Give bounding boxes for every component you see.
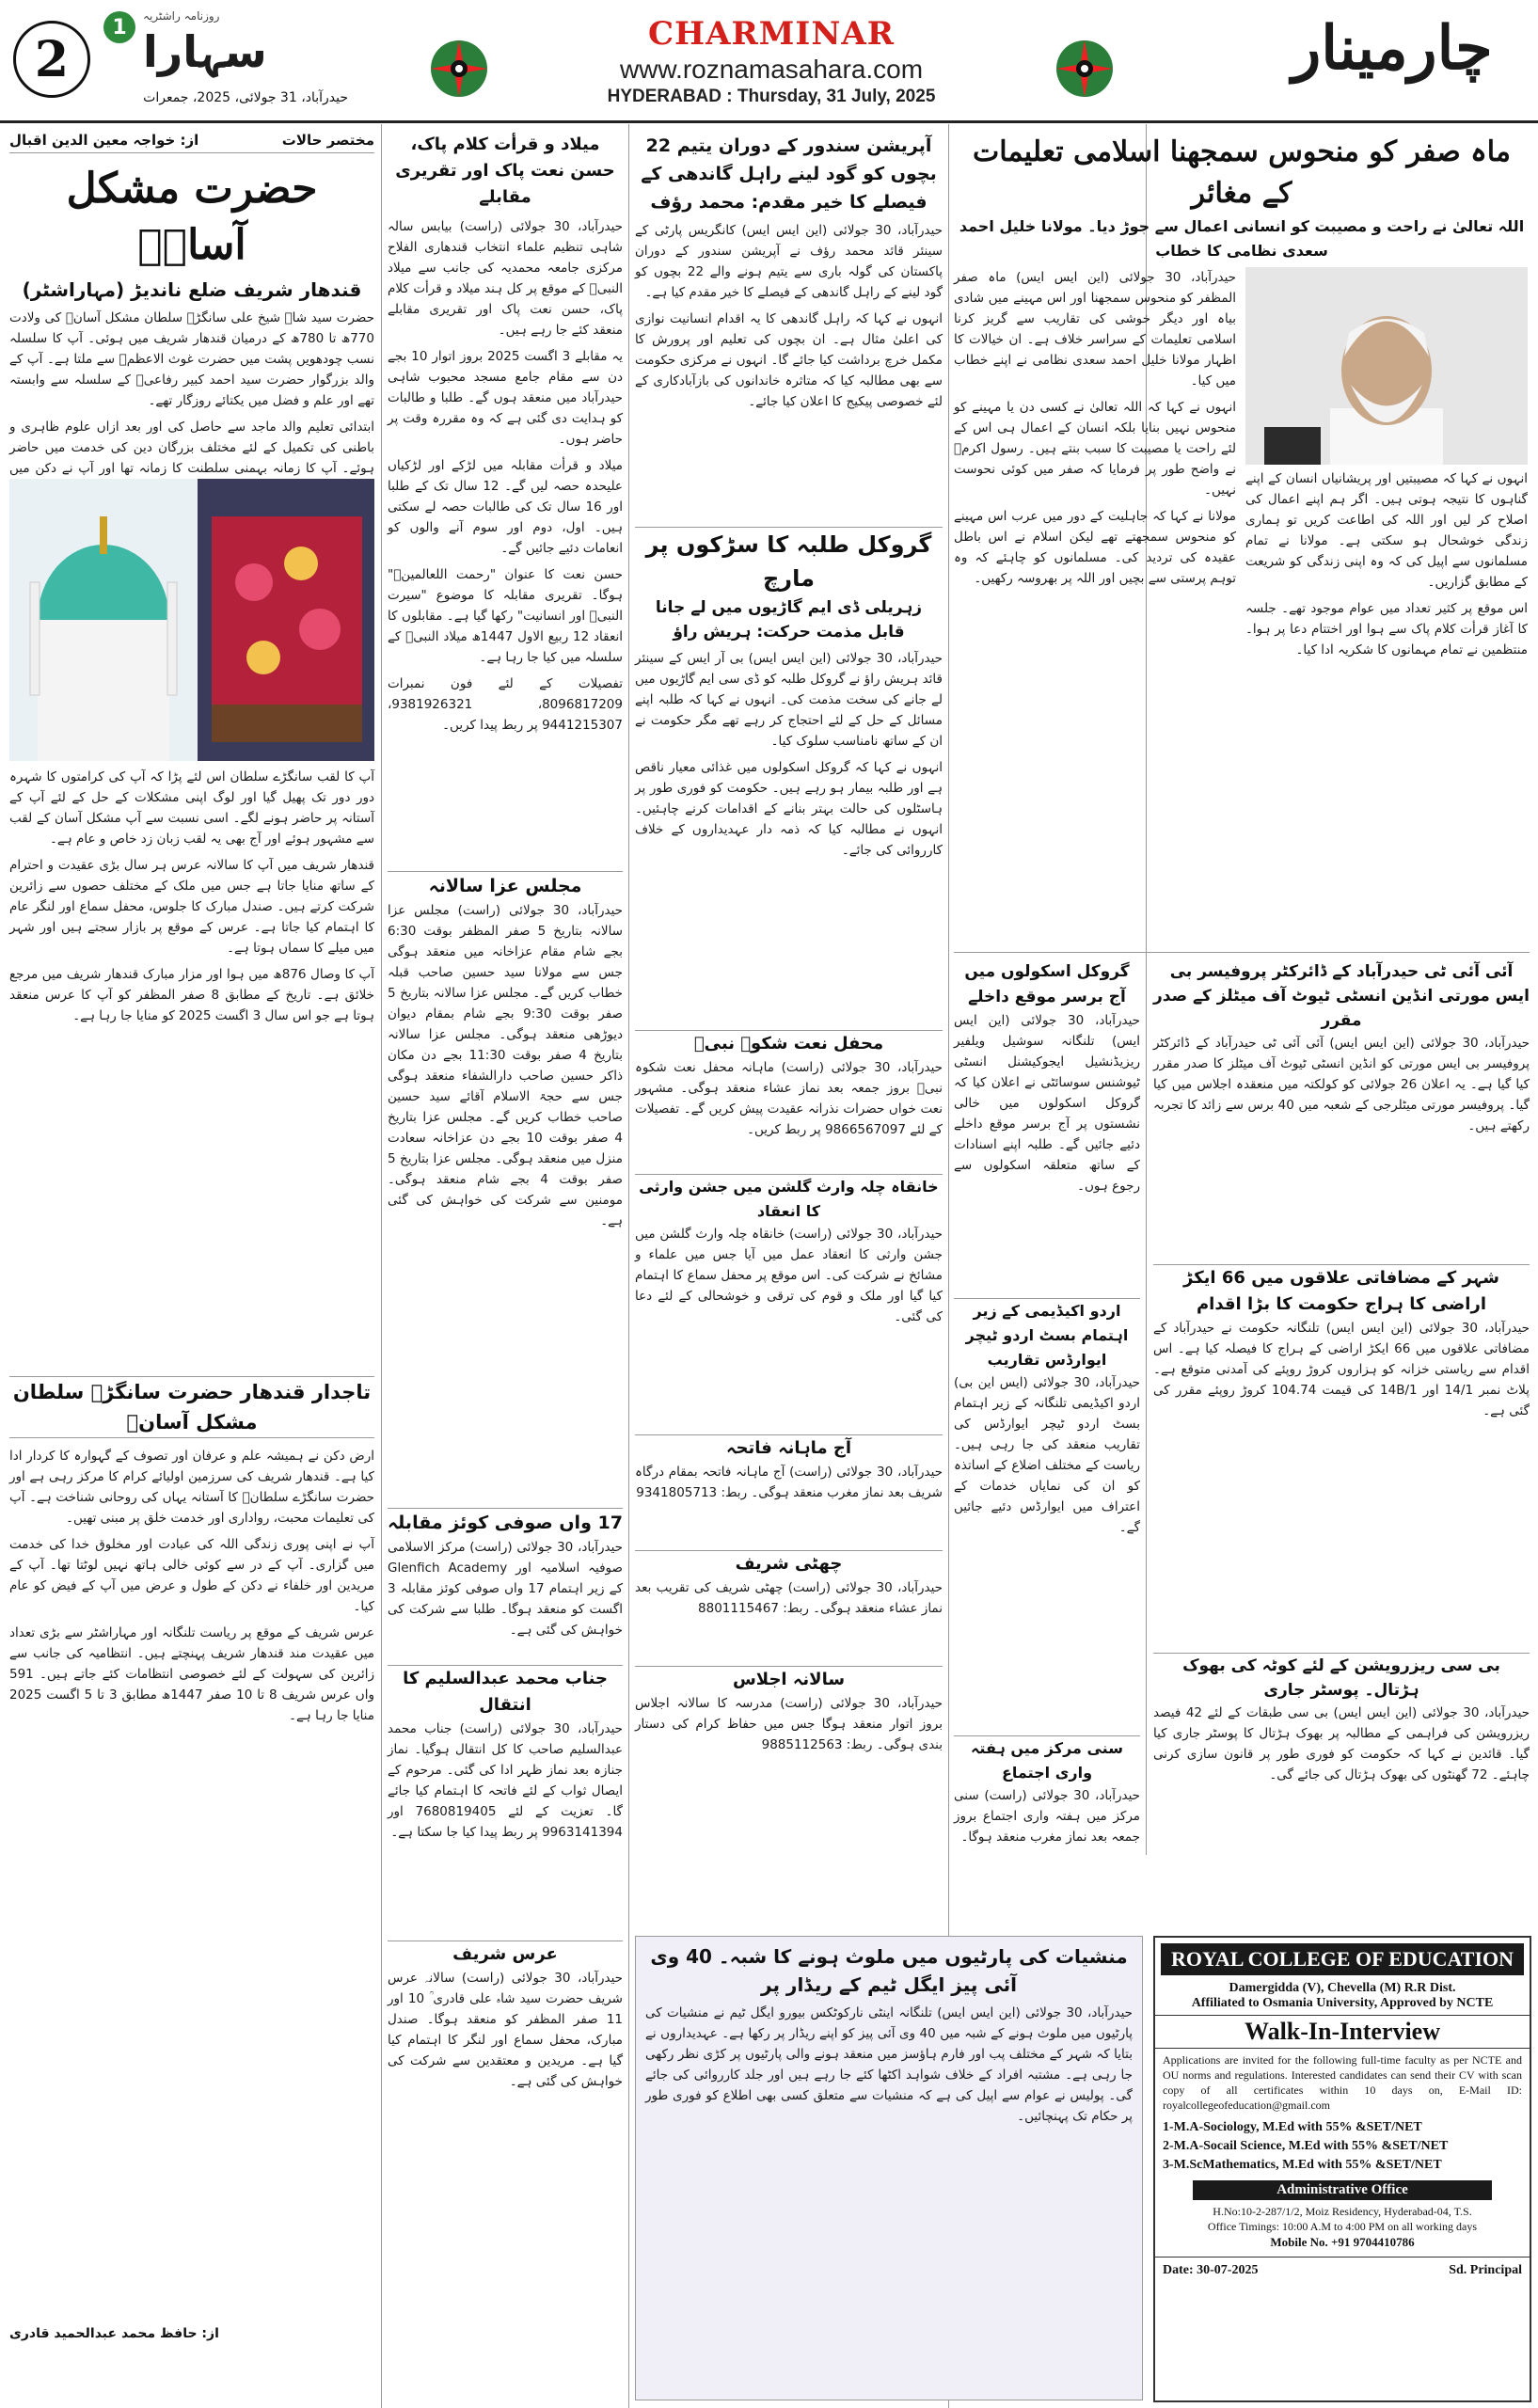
obituary-text: حیدرآباد، 30 جولائی (راست) جناب محمد عبدالسلیم صاحب کا کل انتقال ہوگیا۔ نماز جنازہ بعد نماز ظہر ادا کی گئی۔ مرحوم کے ایصال ثواب کے لئے فاتحہ کا اہتمام کیا جائے گا۔ تعزیت کے لئے 7680819405 اور 9963141394 پر ربط پیدا کیا جا سکتا ہے۔ xyxy=(388,1721,623,1840)
speaker-photo xyxy=(1245,267,1528,465)
column-4 xyxy=(954,959,1140,1919)
paragraph: عرس شریف کے موقع پر ریاست تلنگانہ اور مہاراشٹر سے بڑی تعداد میں عقیدت مند قندھار شریف پہنچتے ہیں۔ انتظامیہ کی جانب سے زائرین کی سہولت کے لئے خصوصی انتظامات کئے جاتے ہیں۔ 591 واں عرس شریف 8 تا 10 صفر 1447ھ مطابق 3 تا 5 اگست 2025 منایا جا رہا ہے۔ xyxy=(9,1625,374,1723)
land-auction-text: حیدرآباد، 30 جولائی (این ایس ایس) تلنگانہ حکومت نے حیدرآباد کے مضافاتی علاقوں میں 66 ایکڑ اراضی کے ہراج کا فیصلہ کیا ہے۔ اس اقدام سے ریاستی خزانہ کو ہزاروں کروڑ روپئے کی آمدنی متوقع ہے۔ پلاٹ نمبر 14/1 اور 14B/1 کی قیمت 104.74 کروڑ روپئے مقرر کی گئی ہے۔ xyxy=(1153,1321,1530,1418)
paper-title: CHARMINAR xyxy=(647,15,896,53)
lead-text-col-2-text xyxy=(1245,468,1528,976)
dateline: HYDERABAD : Thursday, 31 July, 2025 xyxy=(607,87,936,106)
lead-headline: ماہ صفر کو منحوس سمجھنا اسلامی تعلیمات کے مغائر xyxy=(973,135,1511,210)
logo-label: روزنامہ راشٹریہ xyxy=(143,9,220,23)
fateha-heading: آج ماہانہ فاتحہ xyxy=(635,1434,943,1462)
paragraph: انہوں نے کہا کہ مصیبتیں اور پریشانیاں انسان کے اپنے گناہوں کا نتیجہ ہوتی ہیں۔ اگر ہم اپنے اعمال کی اصلاح کر لیں اور اللہ کی اطاعت کریں تو ہماری زندگی خوشحال ہو سکتی ہے۔ مولانا نے تمام مسلمانوں سے اپیل کی کہ وہ اپنی زندگی کو شریعت کے مطابق گزاریں۔ xyxy=(1245,471,1528,590)
urdu-academy-text: حیدرآباد، 30 جولائی (ایس این بی) اردو اکیڈیمی تلنگانہ کے زیر اہتمام بسٹ اردو ٹیچر ایوارڈس کی تقاریب منعقد کی جا رہی ہیں۔ ریاست کے مختلف اضلاع کے اساتذہ کو ان کی نمایاں خدمات کے اعتراف میں ایوارڈس دئیے جائیں گے۔ xyxy=(954,1375,1140,1535)
chhati-text: حیدرآباد، 30 جولائی (راست) چھٹی شریف کی تقریب بعد نماز عشاء منعقد ہوگی۔ ربط: 8801115467 xyxy=(635,1580,943,1616)
naat-text: حیدرآباد، 30 جولائی (راست) ماہانہ محفل نعت شکوہ نبیؐ بروز جمعہ بعد نماز عشاء منعقد ہوگی۔ مشہور نعت خواں حضرات نذرانہ عقیدت پیش کریں گے۔ تفصیلات کے لئے 9866567097 پر ربط کریں۔ xyxy=(635,1060,943,1137)
ad-position-item: 2-M.A-Socail Science, M.Ed with 55% &SET/NET xyxy=(1163,2139,1449,2153)
jalsa-heading: سالانہ اجلاس xyxy=(635,1666,943,1693)
land-auction-heading: شہر کے مضافاتی علاقوں میں 66 ایکڑ اراضی کا ہراج حکومت کا بڑا اقدام xyxy=(1153,1264,1530,1318)
sahara-logo xyxy=(103,9,339,90)
article-text-cont xyxy=(9,767,374,1369)
ad-mobile: Mobile No. +91 9704410786 xyxy=(1270,2235,1415,2249)
ad-address: H.No:10-2-287/1/2, Moiz Residency, Hyderabad-04, T.S. xyxy=(1213,2205,1472,2218)
sufi-heading: 17 واں صوفی کوئز مقابلہ xyxy=(388,1508,623,1537)
sufi-text: حیدرآباد، 30 جولائی (راست) مرکز الاسلامی صوفیہ اسلامیہ اور Glenfich Academy کے زیر اہتمام 17 واں صوفی کوئز مقابلہ 3 اگست کو منعقد ہوگا۔ طلبا سے شرکت کی خواہش کی گئی ہے۔ xyxy=(388,1540,624,1638)
masthead xyxy=(0,0,1538,123)
majlis-text: حیدرآباد، 30 جولائی (راست) مجلس عزا سالانہ بتاریخ 5 صفر المظفر بوقت 6:30 بجے شام مقام عزاخانہ میں منعقد ہوگی جس سے مولانا سید حسین صاحب قبلہ خطاب کریں گے۔ مجلس عزا سالانہ بتاریخ 5 صفر بوقت 9:30 بجے شام بمقام دیوان دیوڑھی منعقد ہوگی۔ مجلس عزا سالانہ بتاریخ 4 صفر بوقت 11:30 بجے دن مکان ذاکر حسین صاحب دارالشفاء منعقد ہوگی جس سے حجۃ الاسلام آقائے سید حسین صاحب خطاب کریں گے۔ مجلس عزا بتاریخ 4 صفر بوقت 10 بجے دن عزاخانہ سعادت منزل میں منعقد ہوگی۔ مجلس عزا بتاریخ 5 صفر بوقت 4 بجے شام منعقد ہوگی۔ مومنین سے شرکت کی خواہش کی گئی ہے۔ xyxy=(388,903,624,1228)
paragraph: آپ نے اپنی پوری زندگی اللہ کی عبادت اور مخلوق خدا کی خدمت میں گزاری۔ آپ کے در سے کوئی خالی ہاتھ نہیں لوٹتا تھا۔ آپ کے مریدین اور خلفاء نے دکن کے طول و عرض میں آپ کے فیض کو عام کیا۔ xyxy=(9,1537,374,1614)
dargah-dome-image xyxy=(9,479,374,761)
ad-walkin: Walk-In-Interview xyxy=(1155,2015,1530,2049)
lead-text-col-2 xyxy=(1245,267,1528,982)
paragraph: انہوں نے کہا کہ راہل گاندھی کا یہ اقدام انسانیت نوازی کی اعلیٰ مثال ہے۔ ان بچوں کی تعلیم اور پرورش کا مکمل خرچ برداشت کیا جائے گا۔ انہوں نے مرکزی حکومت سے بھی مطالبہ کیا کہ متاثرہ خاندانوں کی بازآبادکاری کے لئے خصوصی پیکیج کا اعلان کیا جائے۔ xyxy=(635,311,943,409)
lead-story xyxy=(954,132,1530,950)
paragraph: میلاد و قرأت مقابلہ میں لڑکے اور لڑکیاں علیحدہ حصہ لیں گے۔ 12 سال تک کے طلبا اور 16 سال تک کی طالبات حصہ لے سکتی ہیں۔ اول، دوم اور سوم آنے والوں کو انعامات دئیے جائیں گے۔ xyxy=(388,458,623,556)
column-1 xyxy=(9,132,374,2408)
lead-subheadline: اللہ تعالیٰ نے راحت و مصیبت کو انسانی اعمال سے جوڑ دیا۔ مولانا خلیل احمد سعدی نظامی کا خطاب xyxy=(959,217,1525,260)
college-ad xyxy=(1153,1936,1531,2402)
naat-heading: محفل نعت شکوہ نبیؐ xyxy=(635,1030,943,1057)
obituary-heading: جناب محمد عبدالسلیم کا انتقال xyxy=(388,1665,623,1719)
charminar-logo: چارمینار xyxy=(1292,13,1493,84)
section-bar xyxy=(9,132,374,153)
right-news-column xyxy=(1153,959,1530,1928)
paragraph: انہوں نے کہا کہ اللہ تعالیٰ نے کسی دن یا مہینے کو منحوس نہیں بنایا بلکہ انسان کے اعمال ہی اس کے لئے راحت یا مصیبت کا سبب بنتے ہیں۔ رسول اکرمؐ نے واضح طور پر فرمایا کہ صفر میں کوئی نحوست نہیں۔ xyxy=(954,400,1236,498)
bc-reservation-heading: بی سی ریزرویشن کے لئے کوٹہ کی بھوک ہڑتال۔ پوسٹر جاری xyxy=(1153,1653,1530,1703)
column-3 xyxy=(635,132,943,1919)
paragraph: حیدرآباد، 30 جولائی (این ایس ایس) ماہ صفر المظفر کو منحوس سمجھنا اور اس مہینے میں شادی بیاہ اور دیگر خوشی کی تقاریب سے گریز کرنا اسلامی تعلیمات کے سراسر خلاف ہے۔ ان خیالات کا اظہار مولانا خلیل احمد سعدی نظامی نے اپنے خطاب میں کیا۔ xyxy=(954,270,1236,388)
article-heading: آپریشن سندور کے دوران یتیم 22 بچوں کو گود لینے راہل گاندھی کے فیصلے کا خیر مقدم: محمد رؤف xyxy=(641,135,937,213)
gurukul-text: حیدرآباد، 30 جولائی (این ایس ایس) تلنگانہ سوشیل ویلفیر ریزیڈنشیل ایجوکیشنل انسٹی ٹیوشنس سوسائٹی نے اعلان کیا کہ گروکل اسکولوں میں خالی نشستوں پر آج برسر موقع داخلے دئیے جائیں گے۔ طلبہ اپنے اسنادات کے ساتھ متعلقہ اسکولوں سے رجوع ہوں۔ xyxy=(954,1013,1140,1194)
paragraph: حیدرآباد، 30 جولائی (این ایس ایس) کانگریس پارٹی کے سینئر قائد محمد رؤف نے آپریشن سندور کے دوران پاکستان کی گولہ باری سے یتیم ہونے والے 22 بچوں کو گود لینے کے راہل گاندھی کے فیصلے کا خیر مقدم کیا ہے۔ xyxy=(635,223,943,300)
author-line: از: خواجہ معین الدین اقبال xyxy=(9,132,199,149)
column-rule xyxy=(381,124,382,2408)
paragraph: انہوں نے کہا کہ گروکل اسکولوں میں غذائی معیار ناقص ہے اور طلبہ بیمار ہو رہے ہیں۔ حکومت کو فوری طور پر ہاسٹلوں کی حالت بہتر بنانے کے اقدامات کرنے چاہئیں۔ انہوں نے مطالبہ کیا کہ ذمہ دار عہدیداروں کے خلاف کارروائی کی جائے۔ xyxy=(635,760,943,858)
paragraph: حیدرآباد، 30 جولائی (این ایس ایس) بی آر ایس کے سینئر قائد ہریش راؤ نے گروکل طلبہ کو ڈی سی ایم گاڑیوں میں لے جانے کی سخت مذمت کی۔ انہوں نے کہا کہ طلبہ اپنے مسائل کے حل کے لئے احتجاج کر رہے تھے مگر حکومت نے ان کے ساتھ نامناسب سلوک کیا۔ xyxy=(635,651,943,749)
sunni-markaz-heading: سنی مرکز میں ہفتہ واری اجتماع xyxy=(954,1735,1140,1785)
article-text-2 xyxy=(635,648,943,1024)
narcotics-heading: منشیات کی پارٹیوں میں ملوث ہونے کا شبہ۔ 40 وی آئی پیز ایگل ٹیم کے ریڈار پر xyxy=(650,1945,1128,1996)
ad-office-label: Administrative Office xyxy=(1193,2180,1492,2200)
logo-badge-icon: 1 xyxy=(103,11,135,43)
logo-text: سہارا xyxy=(143,26,267,77)
article-title: حضرت مشکل آسانؒ xyxy=(66,165,318,269)
ornament-right-icon xyxy=(1054,38,1116,100)
paragraph: مولانا نے کہا کہ جاہلیت کے دور میں عرب اس مہینے کو منحوس سمجھتے تھے لیکن اسلام نے اس باطل عقیدہ کی تردید کی۔ مسلمانوں کو چاہئے کہ وہ توہم پرستی سے بچیں اور اللہ پر بھروسہ رکھیں۔ xyxy=(954,509,1236,586)
article-heading-2: گروکل طلبہ کا سڑکوں پر مارچ xyxy=(635,527,943,595)
article-text-2 xyxy=(9,1446,374,2321)
paragraph: حسن نعت کا عنوان "رحمت اللعالمینؐ" ہوگا۔ تقریری مقابلہ کا موضوع "سیرت النبیؐ اور انسانیت" رکھا گیا ہے۔ مقابلوں کا انعقاد 12 ربیع الاول 1447ھ میلاد النبیؐ کے سلسلہ میں کیا جا رہا ہے۔ xyxy=(388,567,623,665)
article-text xyxy=(9,308,374,476)
lead-text-col xyxy=(954,267,1236,982)
section-divider xyxy=(954,952,1530,953)
urdu-date: حیدرآباد، 31 جولائی، 2025، جمعرات xyxy=(143,90,348,105)
article-subtitle: قندھار شریف ضلع ناندیڑ (مہاراشٹر) xyxy=(22,278,362,301)
lead-body xyxy=(954,267,1530,982)
iit-heading: آئی آئی ٹی حیدرآباد کے ڈائرکٹر پروفیسر بی ایس مورتی انڈین انسٹی ٹیوٹ آف میٹلز کے صدر مقرر xyxy=(1153,962,1530,1030)
narcotics-text: حیدرآباد، 30 جولائی (این ایس ایس) تلنگانہ اینٹی نارکوٹکس بیورو ایگل ٹیم نے منشیات کی پارٹیوں میں ملوث ہونے کے شبہ میں 40 وی آئی پیز کو اپنے ریڈار پر رکھا ہے۔ عہدیداروں نے بتایا کہ شہر کے مختلف پب اور فارم ہاؤسز میں منعقد ہونے والی پارٹیوں پر کڑی نظر رکھی جا رہی ہے۔ مشتبہ افراد کے خلاف شواہد اکٹھا کئے جا رہے ہیں اور جلد کارروائی کی جائے گی۔ پولیس نے عوام سے اپیل کی ہے کہ منشیات سے متعلق کسی بھی اطلاع کو فوری طور پر حکام تک پہنچائیں۔ xyxy=(645,2005,1133,2124)
urs-text: حیدرآباد، 30 جولائی (راست) سالانہ عرس شریف حضرت سید شاہ علی قادری ؒ 10 اور 11 صفر المظفر کو منعقد ہوگا۔ صندل مبارک، محفل سماع اور لنگر کا اہتمام کیا گیا ہے۔ مریدین و معتقدین سے شرکت کی خواہش کی گئی ہے۔ xyxy=(388,1971,623,2089)
iit-text: حیدرآباد، 30 جولائی (این ایس ایس) آئی آئی ٹی حیدرآباد کے ڈائرکٹر پروفیسر بی ایس مورتی کو انڈین انسٹی ٹیوٹ آف میٹلز کا صدر مقرر کیا گیا ہے۔ یہ اعلان 26 جولائی کو کولکتہ میں منعقدہ اجلاس میں کیا گیا۔ پروفیسر مورتی میٹلرجی کے شعبہ میں 40 برس سے زائد کا تجربہ رکھتے ہیں۔ xyxy=(1153,1036,1530,1133)
majlis-heading: مجلس عزا سالانہ xyxy=(388,871,623,900)
jalsa-text: حیدرآباد، 30 جولائی (راست) مدرسہ کا سالانہ اجلاس بروز اتوار منعقد ہوگا جس میں حفاظ کرام کی دستار بندی ہوگی۔ ربط: 9885112563 xyxy=(635,1696,943,1752)
ad-footer xyxy=(1155,2257,1530,2278)
ad-timings: Office Timings: 10:00 A.M to 4:00 PM on all working days xyxy=(1207,2220,1478,2233)
article-text xyxy=(635,220,943,521)
paragraph: ارض دکن نے ہمیشہ علم و عرفان اور تصوف کے گہوارہ کا کردار ادا کیا ہے۔ قندھار شریف کی سرزمین اولیائے کرام کا مرکز رہی ہے اور حضرت سانگڑے سلطانؒ کا آستانہ یہاں کی روحانی شناخت ہے۔ آپ کی تعلیمات محبت، رواداری اور خدمت خلق پر مبنی تھیں۔ xyxy=(9,1449,374,1526)
khanqah-heading: خانقاہ چلہ وارث گلشن میں جشن وارثی کا انعقاد xyxy=(635,1174,943,1224)
paragraph: یہ مقابلے 3 اگست 2025 بروز اتوار 10 بجے دن سے مقام جامع مسجد محبوب شاہی حیدرآباد میں منعقد ہوں گے۔ طلبا و طالبات کو ہدایت دی گئی ہے کہ وہ مقررہ وقت پر حاضر ہوں۔ xyxy=(388,349,623,447)
article-heading: میلاد و قرأت کلام پاک، حسن نعت پاک اور تقریری مقابلے xyxy=(395,135,615,207)
author-signature: از: حافظ محمد عبدالحمید قادری xyxy=(9,2326,219,2341)
section-label: مختصر حالات xyxy=(281,132,374,149)
paragraph: تفصیلات کے لئے فون نمبرات 8096817209، 9381926321، 9441215307 پر ربط پیدا کریں۔ xyxy=(388,676,623,733)
ad-affiliation: Affiliated to Osmania University, Approved by NCTE xyxy=(1191,1996,1494,2010)
ad-signatory: Sd. Principal xyxy=(1449,2263,1522,2277)
sunni-markaz-text: حیدرآباد، 30 جولائی (راست) سنی مرکز میں ہفتہ واری اجتماع بروز جمعہ بعد نماز مغرب منعقد ہوگا۔ xyxy=(954,1788,1140,1845)
khanqah-text: حیدرآباد، 30 جولائی (راست) خانقاہ چلہ وارث گلشن میں جشن وارثی کا انعقاد عمل میں آیا جس میں علماء و مشائخ نے شرکت کی۔ اس موقع پر محفل سماع کا اہتمام کیا گیا اور ملک و قوم کی ترقی و خوشحالی کے لئے دعا کی گئی۔ xyxy=(635,1227,943,1324)
column-rule xyxy=(628,124,629,2408)
gurukul-heading: گروکل اسکولوں میں آج برسر موقع داخلے xyxy=(964,962,1130,1006)
section-heading: تاجدار قندھار حضرت سانگڑے سلطان مشکل آسانؒ xyxy=(9,1376,374,1438)
ad-position-item: 3-M.ScMathematics, M.Ed with 55% &SET/NET xyxy=(1163,2158,1442,2172)
urs-heading: عرس شریف xyxy=(388,1941,623,1968)
ad-positions xyxy=(1155,2116,1530,2177)
paragraph: آپ کا وصال 876ھ میں ہوا اور مزار مبارک قندھار شریف میں مرجع خلائق ہے۔ تاریخ کے مطابق 8 صفر المظفر کو آپ کا عرس منعقد ہوتا ہے جو اس سال 3 اگست 2025 کو منایا جا رہا ہے۔ xyxy=(9,967,374,1023)
bc-reservation-text: حیدرآباد، 30 جولائی (این ایس ایس) بی سی طبقات کے لئے 42 فیصد ریزرویشن کی فراہمی کے مطالبہ پر بھوک ہڑتال کا پوسٹر جاری کیا گیا۔ قائدین نے کہا کہ حکومت کو فوری طور پر قانون سازی کرنی چاہئے۔ 72 گھنٹوں کی بھوک ہڑتال کی جائے گی۔ xyxy=(1153,1705,1530,1782)
page-number: 2 xyxy=(13,21,90,98)
ad-description: Applications are invited for the following full-time faculty as per NCTE and OU norms and regulations. Interested candidates can send their CV with scan copy of all certificates within 10 days on, E-Mail ID: royalcollegeofeducation@gmail.com xyxy=(1163,2053,1522,2112)
ad-date: Date: 30-07-2025 xyxy=(1163,2263,1259,2277)
urdu-academy-heading: اردو اکیڈیمی کے زیر اہتمام بسٹ اردو ٹیچر ایوارڈس تقاریب xyxy=(954,1298,1140,1372)
shrine-photo xyxy=(9,479,374,761)
website-link[interactable]: www.roznamasahara.com xyxy=(619,55,924,84)
article-subheading: زہریلی ڈی ایم گاڑیوں میں لے جانا قابل مذمت حرکت: ہریش راؤ xyxy=(655,598,923,642)
article-text xyxy=(388,216,623,865)
paragraph: حضرت سید شاہ شیخ علی سانگڑے سلطان مشکل آسانؒ کی ولادت 770ھ تا 780ھ کے درمیان قندھار شریف میں ہوئی۔ آپ کا سلسلہ نسب چودھویں پشت میں حضرت غوث الاعظمؒ سے ملتا ہے۔ آپ کے والد بزرگوار حضرت سید احمد کبیر رفاعیؒ کے سلسلہ سے وابستہ تھے اور علم و فضل میں یکتائے روزگار تھے۔ xyxy=(9,310,374,408)
paragraph: اس موقع پر کثیر تعداد میں عوام موجود تھے۔ جلسہ کا آغاز قرأت کلام پاک سے ہوا اور اختتام دعا پر ہوا۔ منتظمین نے تمام مہمانوں کا شکریہ ادا کیا۔ xyxy=(1245,601,1528,657)
masthead-center xyxy=(527,15,1016,107)
ad-title: ROYAL COLLEGE OF EDUCATION xyxy=(1161,1943,1524,1975)
paragraph: حیدرآباد، 30 جولائی (راست) بیابس سالہ شاہی تنظیم علماء انتخاب قندھاری الفلاح مرکزی جامعہ محمدیہ کی جانب سے میلاد النبیؐ کے موقع پر کل ہند میلاد و قرأت کلام پاک، حسن نعت پاک اور تقریری مقابلے منعقد کئے جا رہے ہیں۔ xyxy=(388,219,623,338)
fateha-text: حیدرآباد، 30 جولائی (راست) آج ماہانہ فاتحہ بمقام درگاہ شریف بعد نماز مغرب منعقد ہوگی۔ ربط: 9341805713 xyxy=(635,1465,943,1500)
paragraph: ابتدائی تعلیم والد ماجد سے حاصل کی اور بعد ازاں علوم ظاہری و باطنی کی تکمیل کے لئے مختلف بزرگان دین کی خدمت میں حاضر ہوئے۔ آپ کا زمانہ بہمنی سلطنت کا زمانہ تھا اور آپ نے دکن میں xyxy=(9,420,374,476)
ad-location: Damergidda (V), Chevella (M) R.R Dist. xyxy=(1229,1981,1456,1995)
paragraph: آپ کا لقب سانگڑے سلطان اس لئے پڑا کہ آپ کی کرامتوں کا شہرہ دور دور تک پھیل گیا اور لوگ اپنی مشکلات کے حل کے لئے آپ کے آستانہ پر حاضر ہونے لگے۔ اسی نسبت سے آپ مشکل آسان کے لقب سے مشہور ہوئے اور آج بھی یہ لقب زبان زد خاص و عام ہے۔ xyxy=(9,769,374,847)
chhati-heading: چھٹی شریف xyxy=(635,1550,943,1577)
narcotics-story-box xyxy=(635,1936,1143,2400)
ornament-left-icon xyxy=(428,38,490,100)
paragraph: قندھار شریف میں آپ کا سالانہ عرس ہر سال بڑی عقیدت و احترام کے ساتھ منایا جاتا ہے جس میں ملک کے مختلف حصوں سے زائرین شرکت کرتے ہیں۔ صندل مبارک کا جلوس، محفل سماع اور لنگر عام کا اہتمام کیا جاتا ہے۔ عرس کے موقع پر بازار سجتے ہیں اور شہر میں میلے کا سماں ہوتا ہے۔ xyxy=(9,858,374,956)
column-2 xyxy=(388,132,623,2408)
ad-position-item: 1-M.A-Sociology, M.Ed with 55% &SET/NET xyxy=(1163,2120,1422,2134)
